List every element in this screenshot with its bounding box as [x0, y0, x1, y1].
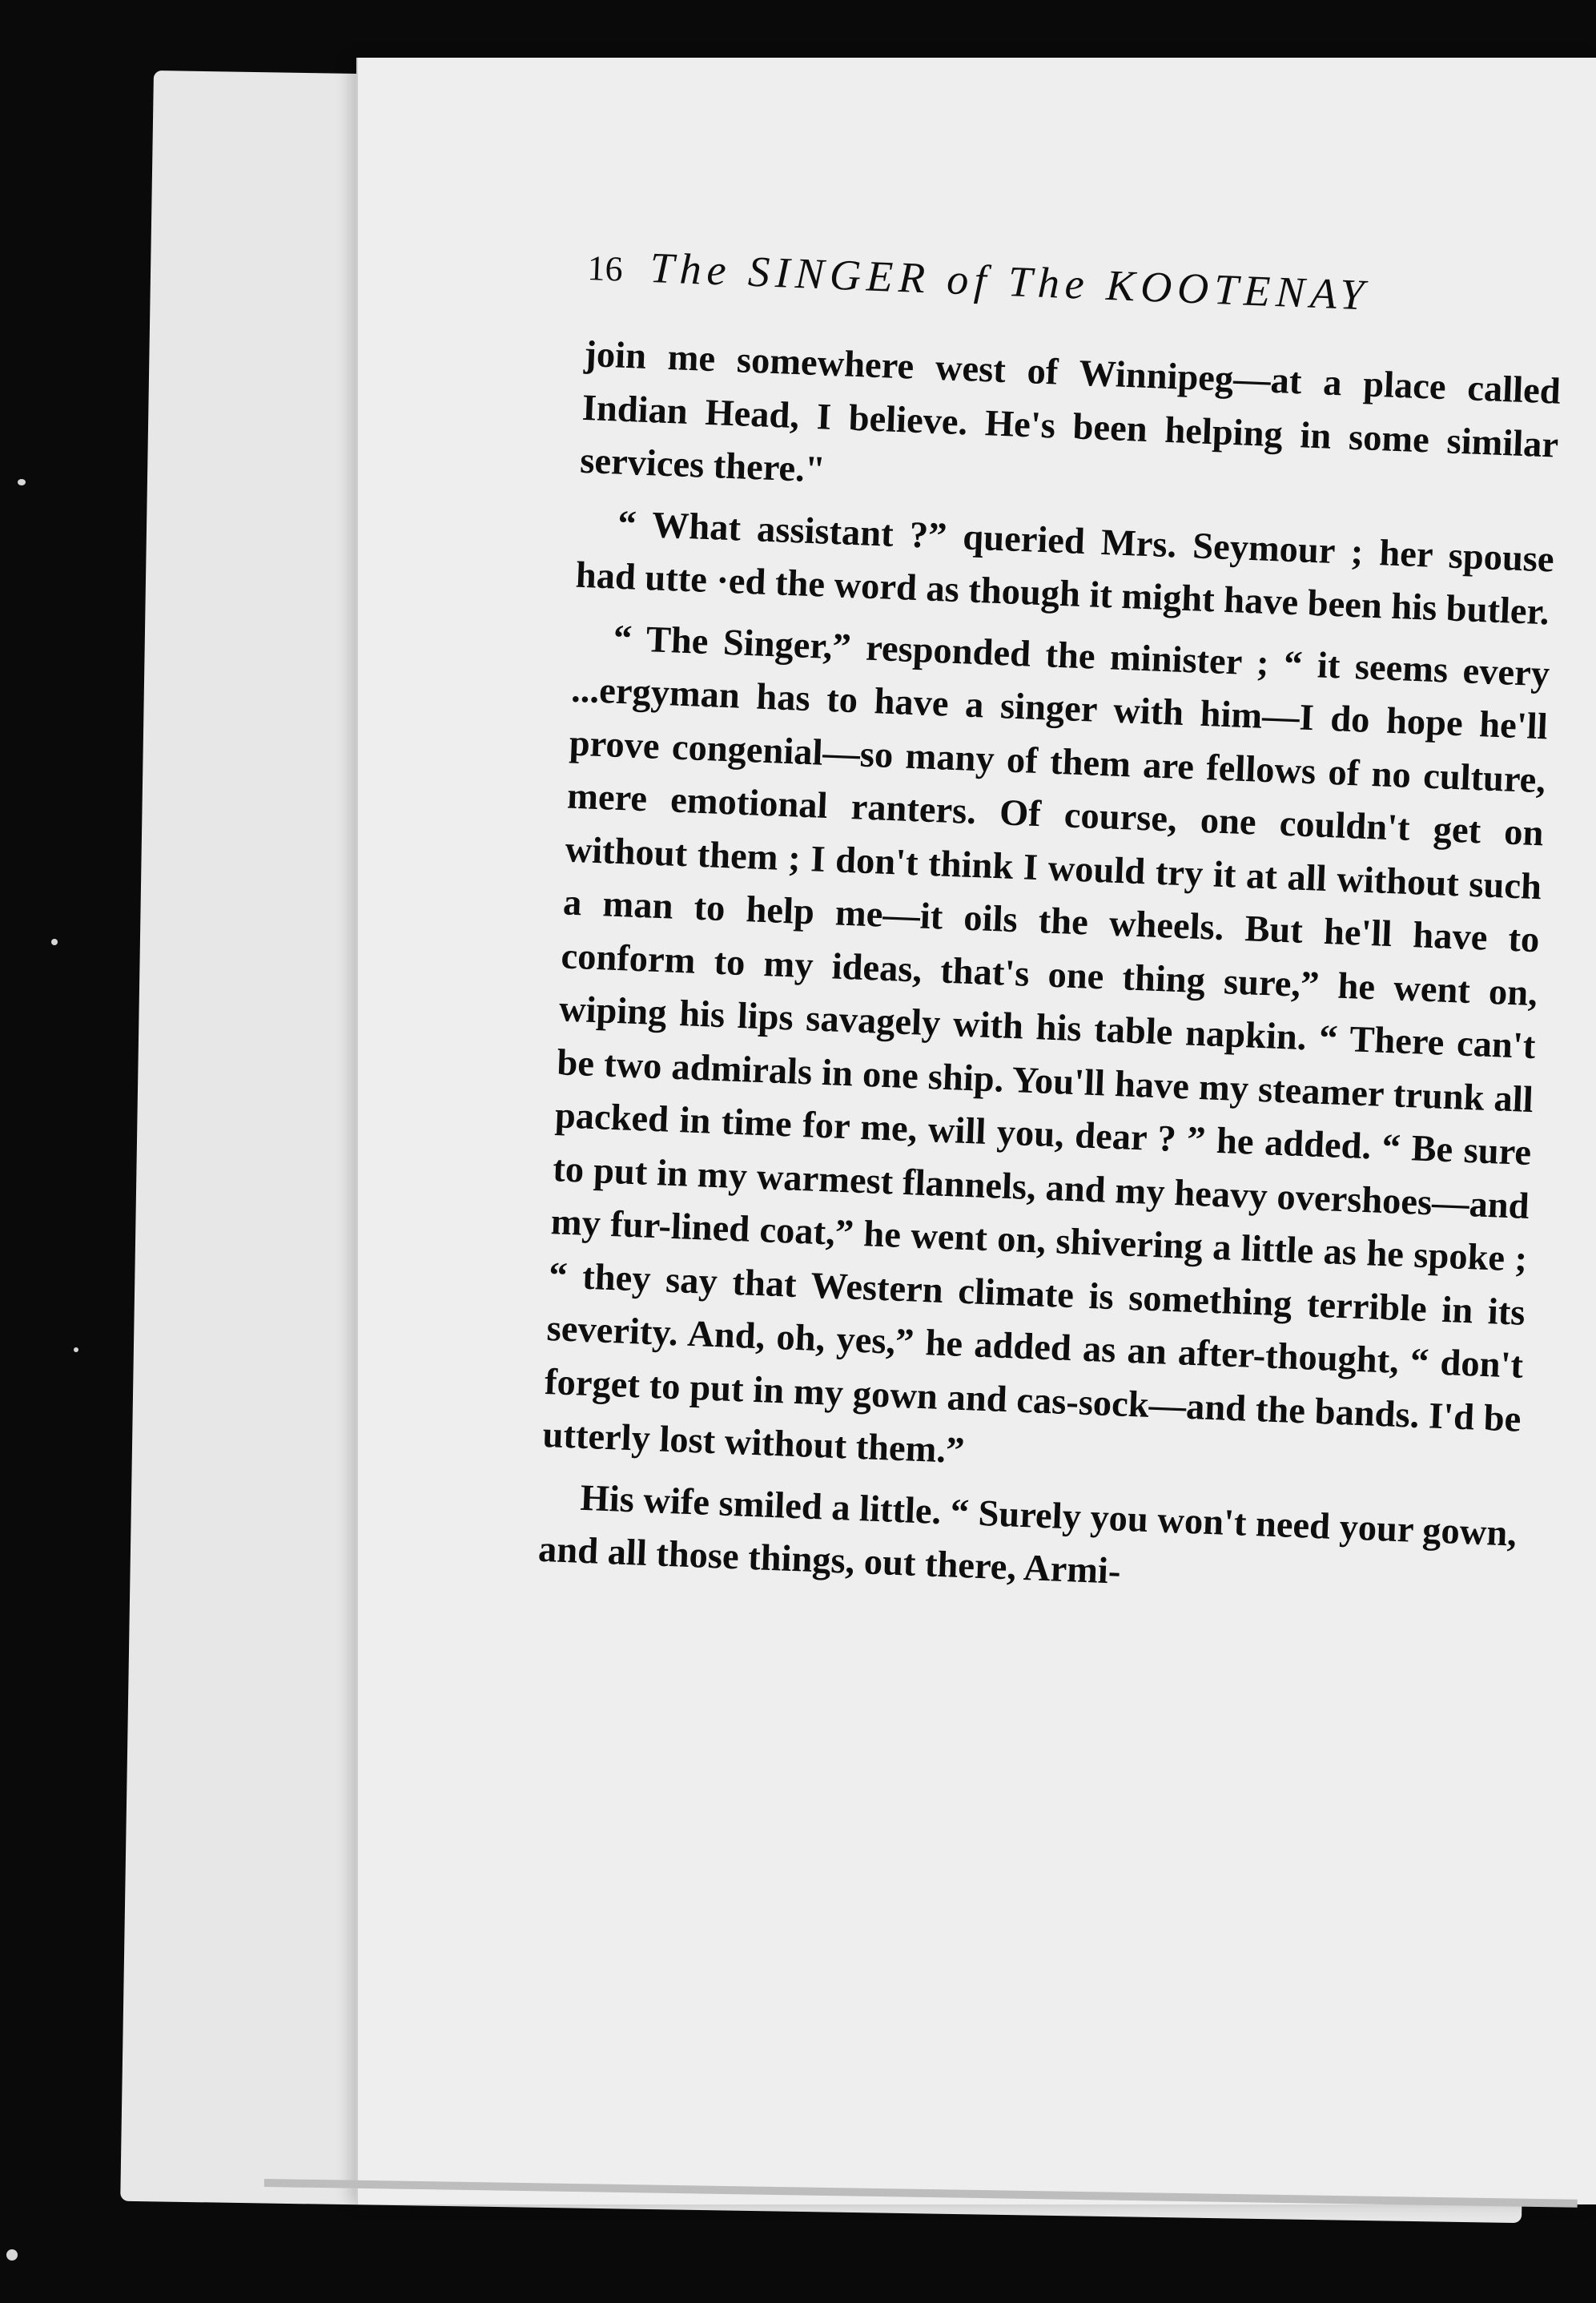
paragraph: His wife smiled a little. “ Surely you won't need your gown, and all those things, out there, Armi-	[537, 1477, 1518, 1592]
speck-mark	[51, 939, 58, 945]
body-text	[537, 328, 1562, 1614]
paragraph: join me somewhere west of Winnipeg—at a place called Indian Head, I believe. He's been helping in some similar services there."	[579, 333, 1562, 491]
book-title: The SINGER of The KOOTENAY	[649, 243, 1371, 320]
page-text-block	[537, 240, 1565, 1614]
paragraph: “ What assistant ?” queried Mrs. Seymour ; her spouse had utte ·ed the word as though it might have been his butler.	[574, 503, 1555, 634]
speck-mark	[18, 479, 26, 485]
speck-mark	[74, 1347, 78, 1352]
page-number: 16	[586, 248, 624, 289]
paragraph: “ The Singer,” responded the minister ; “ it seems every ...ergyman has to have a singer with him—I do hope he'll prove congenial—so many of them are fellows of no culture, mere emotional ranters. Of course, one couldn't get on without them ; I don't think I would try it at all without such a man to help me—it oils the wheels. But he'll have to conform to my ideas, that's one thing sure,” he went on, wiping his lips savagely with his table napkin. “ There can't be two admirals in one ship. You'll have my steamer trunk all packed in time for me, will you, dear ? ” he added. “ Be sure to put in my warmest flannels, and my heavy overshoes—and my fur-lined coat,” he went on, shivering a little as he spoke ; “ they say that Western climate is something terrible in its severity. And, oh, yes,” he added as an after-thought, “ don't forget to put in my gown and cas-sock—and the bands. I'd be utterly lost without them.”	[541, 618, 1551, 1472]
speck-mark	[6, 2249, 18, 2261]
